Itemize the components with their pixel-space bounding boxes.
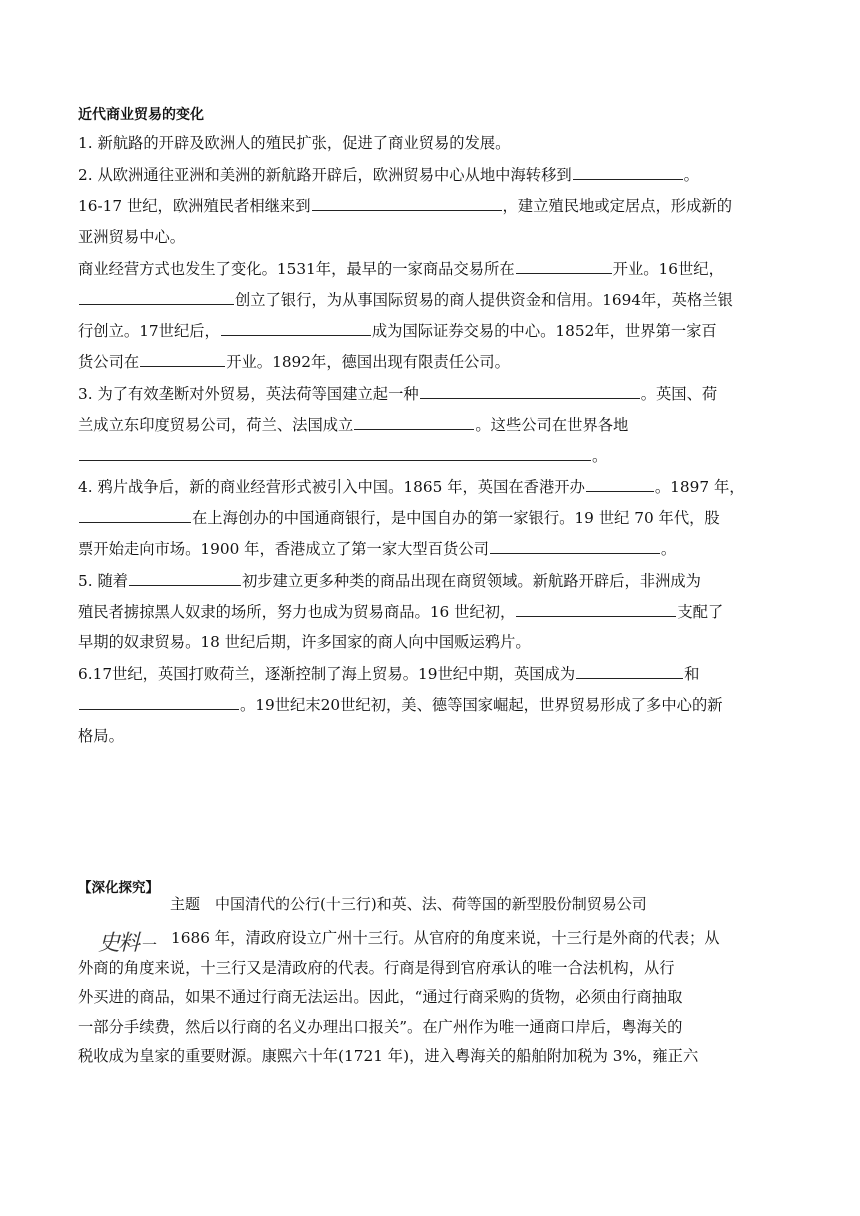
line-text: 行创立。17世纪后，: [78, 322, 220, 341]
line-text: 。1897 年，: [654, 478, 745, 497]
line-text: ，建立殖民地或定居点，形成新的: [502, 197, 732, 216]
source-line-text: 一部分手续费，然后以行商的名义办理出口报关”。在广州作为唯一通商口岸后，粤海关的: [78, 1017, 683, 1036]
line-text: 兰成立东印度贸易公司，荷兰、法国成立: [78, 415, 354, 434]
text-line: [78, 565, 784, 596]
line-text: 和: [684, 665, 700, 684]
line-text: 。英国、荷: [640, 384, 718, 403]
text-line: [78, 658, 784, 689]
line-text: 4. 鸦片战争后，新的商业经营形式被引入中国。1865 年，英国在香港开办: [78, 478, 585, 497]
line-text: 创立了银行，为从事国际贸易的商人提供资金和信用。1694年，英格兰银: [235, 290, 733, 309]
line-text: 货公司在: [78, 353, 140, 372]
text-line: [78, 440, 784, 471]
text-line: [78, 253, 784, 284]
answer-blank[interactable]: [129, 565, 241, 586]
line-text: 6.17世纪，英国打败荷兰，逐渐控制了海上贸易。19世纪中期，英国成为: [78, 665, 576, 684]
line-text: 5. 随着: [78, 571, 129, 590]
source-line-text: 外买进的商品，如果不通过行商无法运出。因此，“通过行商采购的货物，必须由行商抽取: [78, 988, 683, 1006]
line-text: 开业。16世纪，: [612, 259, 724, 278]
text-line: [78, 284, 784, 315]
text-line: [78, 128, 784, 159]
answer-blank[interactable]: [79, 284, 234, 305]
source-text: [78, 924, 784, 1072]
line-text: 支配了: [677, 602, 724, 621]
theme-heading: 主题 中国清代的公行(十三行)和英、法、荷等国的新型股份制贸易公司: [170, 895, 647, 913]
line-text: 。: [592, 446, 608, 465]
text-line: [78, 533, 784, 564]
text-line: [78, 159, 784, 190]
exercise-lines: [78, 128, 784, 752]
answer-blank[interactable]: [312, 190, 502, 211]
line-text: 在上海创办的中国通商银行，是中国自办的第一家银行。19 世纪 70 年代，股: [192, 509, 720, 528]
source-line: [78, 1013, 784, 1043]
answer-blank[interactable]: [576, 658, 683, 679]
line-text: 。这些公司在世界各地: [475, 415, 629, 434]
answer-blank[interactable]: [221, 315, 371, 336]
answer-blank[interactable]: [516, 253, 612, 274]
answer-blank[interactable]: [79, 689, 239, 710]
source-badge-number: 一: [142, 936, 158, 954]
text-line: [78, 315, 784, 346]
line-text: 开业。1892年，德国出现有限责任公司。: [226, 353, 510, 372]
source-badge-text: 史料: [98, 931, 139, 956]
answer-blank[interactable]: [140, 346, 225, 367]
line-text: 。: [683, 166, 699, 185]
line-text: 成为国际证券交易的中心。1852年，世界第一家百: [371, 322, 717, 341]
source-line: [78, 954, 784, 984]
deep-inquiry-heading: 【深化探究】: [78, 880, 159, 896]
source-line-text: 1686 年，清政府设立广州十三行。从官府的角度来说，十三行是外商的代表；从: [171, 929, 720, 947]
line-text: 1. 新航路的开辟及欧洲人的殖民扩张，促进了商业贸易的发展。: [78, 134, 511, 152]
text-line: [78, 409, 784, 440]
answer-blank[interactable]: [354, 409, 474, 430]
line-text: 2. 从欧洲通往亚洲和美洲的新航路开辟后，欧洲贸易中心从地中海转移到: [78, 166, 572, 185]
source-line-text: 税收成为皇家的重要财源。康熙六十年(1721 年)，进入粤海关的船舶附加税为 3%，雍正六: [78, 1047, 699, 1065]
source-line: [78, 1042, 784, 1072]
line-text: 商业经营方式也发生了变化。1531年，最早的一家商品交易所在: [78, 259, 515, 278]
line-text: 殖民者掳掠黑人奴隶的场所，努力也成为贸易商品。16 世纪初，: [78, 602, 516, 621]
line-text: 16-17 世纪，欧洲殖民者相继来到: [78, 197, 311, 216]
answer-blank[interactable]: [420, 378, 640, 399]
answer-blank[interactable]: [586, 471, 654, 492]
text-line: [78, 346, 784, 377]
answer-blank[interactable]: [573, 159, 683, 180]
text-line: [78, 378, 784, 409]
text-line: [78, 689, 784, 720]
answer-blank[interactable]: [79, 440, 591, 461]
source-line: [78, 924, 784, 954]
answer-blank[interactable]: [490, 533, 660, 554]
line-text: 。: [660, 540, 677, 559]
text-line: [78, 471, 784, 502]
line-text: 。19世纪末20世纪初，美、德等国家崛起，世界贸易形成了多中心的新: [240, 696, 723, 715]
line-text: 3. 为了有效垄断对外贸易，英法荷等国建立起一种: [78, 384, 419, 403]
section-title: 近代商业贸易的变化: [78, 107, 204, 123]
line-text: 亚洲贸易中心。: [78, 227, 186, 246]
text-line: [78, 721, 784, 752]
line-text: 早期的奴隶贸易。18 世纪后期，许多国家的商人向中国贩运鸦片。: [78, 633, 531, 651]
line-text: 格局。: [78, 726, 124, 745]
line-text: 初步建立更多种类的商品出现在商贸领域。新航路开辟后，非洲成为: [242, 571, 701, 590]
source-line-text: 外商的角度来说，十三行又是清政府的代表。行商是得到官府承认的唯一合法机构，从行: [78, 958, 675, 977]
source-line: [78, 983, 784, 1013]
text-line: [78, 502, 784, 533]
text-line: [78, 596, 784, 627]
line-text: 票开始走向市场。1900 年，香港成立了第一家大型百货公司: [78, 540, 489, 559]
answer-blank[interactable]: [79, 502, 191, 523]
text-line: [78, 627, 784, 658]
answer-blank[interactable]: [516, 596, 676, 617]
text-line: [78, 222, 784, 253]
text-line: [78, 190, 784, 221]
